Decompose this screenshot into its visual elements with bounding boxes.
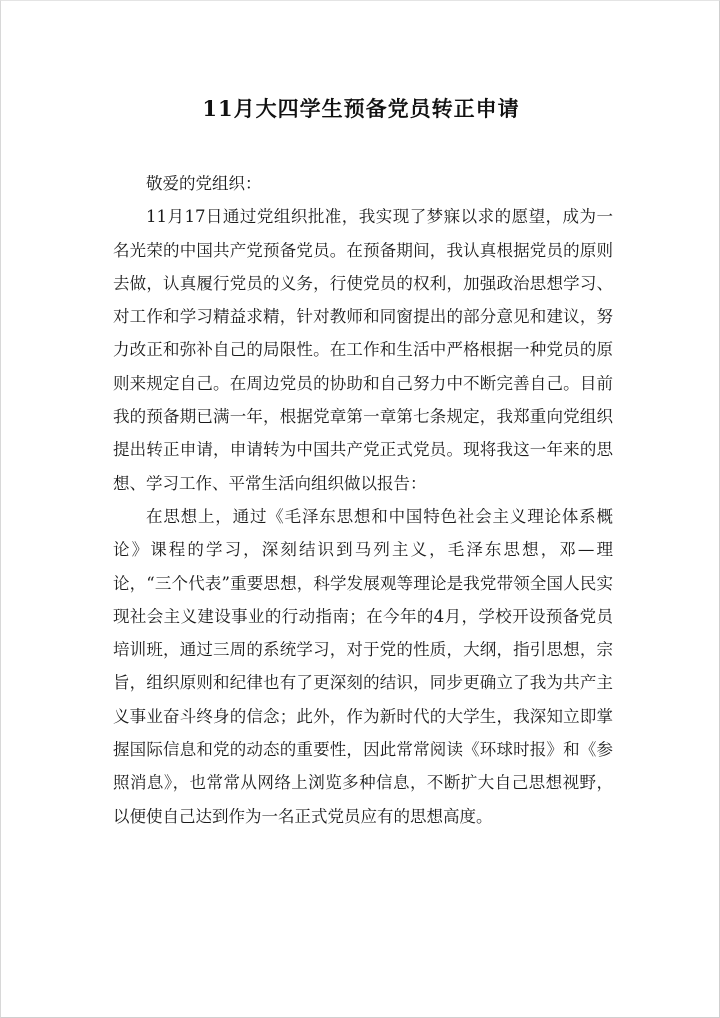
salutation: 敬爱的党组织：: [146, 174, 262, 193]
body-paragraph-2: 在思想上，通过《毛泽东思想和中国特色社会主义理论体系概论》课程的学习，深刻结识到马列主义，毛泽东思想，邓—理论，“三个代表”重要思想，科学发展观等理论是我党带领全国人民实现社会主义建设事业的行动指南；在今年的4月，学校开设预备党员培训班，通过三周的系统学习，对于党的性质，大纲，指引思想，宗旨，组织原则和纪律也有了更深刻的结识，同步更确立了我为共产主义事业奋斗终身的信念；此外，作为新时代的大学生，我深知立即掌握国际信息和党的动态的重要性，因此常常阅读《环球时报》和《参照消息》，也常常从网络上浏览多种信息，不断扩大自己思想视野，以便使自己达到作为一名正式党员应有的思想高度。: [113, 506, 613, 826]
document-title: 11月大四学生预备党员转正申请: [202, 96, 520, 121]
body-paragraph-1: 11月17日通过党组织批准，我实现了梦寐以求的愿望，成为一名光荣的中国共产党预备党员。在预备期间，我认真根据党员的原则去做，认真履行党员的义务，行使党员的权利，加强政治思想学习、对工作和学习精益求精，针对教师和同窗提出的部分意见和建议，努力改正和弥补自己的局限性。在工作和生活中严格根据一种党员的原则来规定自己。在周边党员的协助和自己努力中不断完善自己。目前我的预备期已满一年，根据党章第一章第七条规定，我郑重向党组织提出转正申请，申请转为中国共产党正式党员。现将我这一年来的思想、学习工作、平常生活向组织做以报告：: [113, 207, 613, 493]
document-body: [113, 167, 613, 833]
